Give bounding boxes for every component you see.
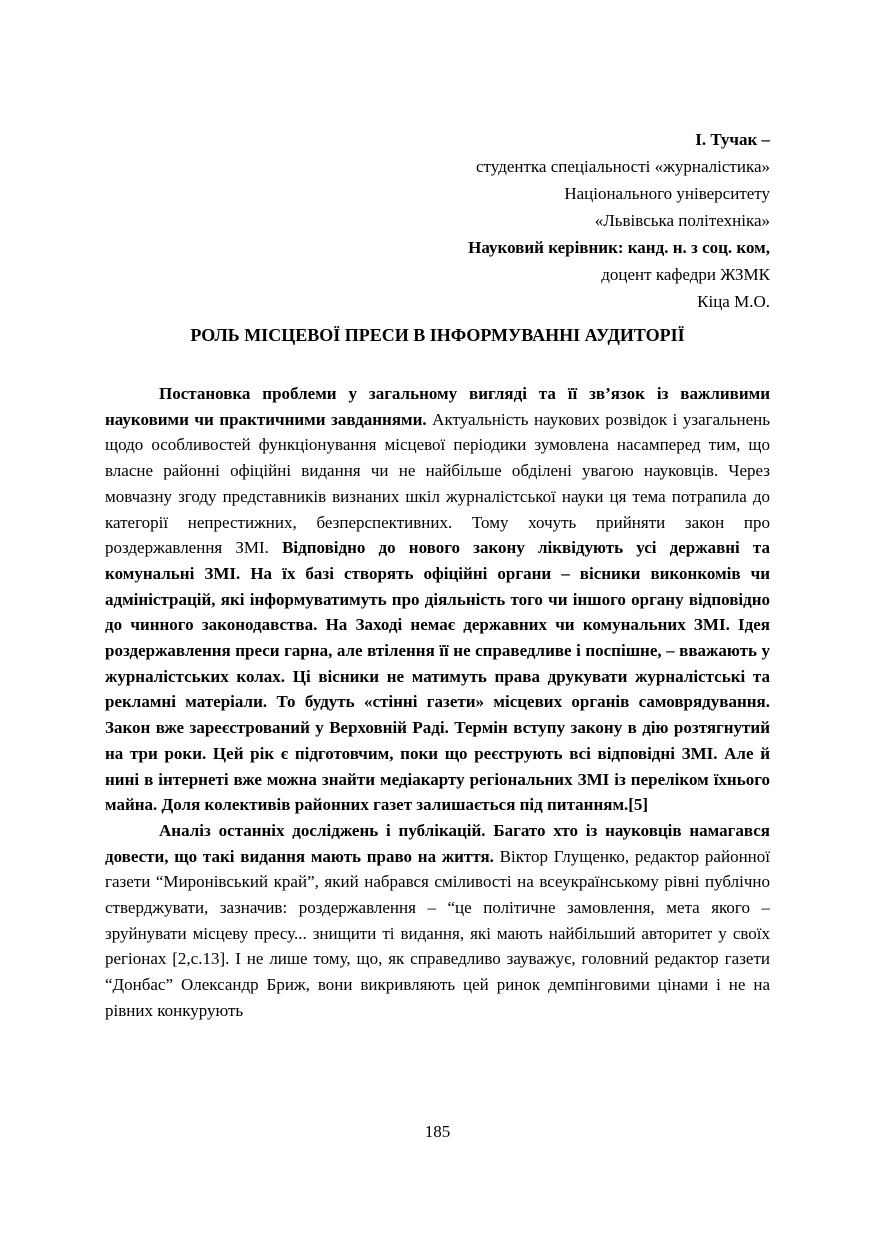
author-university-line-2: «Львівська політехніка» [594,211,770,230]
problem-statement-heading: Постановка проблеми у загальному вигляді та її зв’язок із важливими науковими чи практичними завданнями. [105,384,770,429]
article-title: РОЛЬ МІСЦЕВОЇ ПРЕСИ В ІНФОРМУВАННІ АУДИТОРІЇ [190,325,685,345]
paragraph-analysis [105,818,770,1024]
supervisor-department-line: доцент кафедри ЖЗМК [601,265,770,284]
author-role: студентка спеціальності «журналістика» [476,157,770,176]
analysis-body: Віктор Глущенко, редактор районної газети “Миронівський край”, який набрався сміливості на всеукраїнському рівні публічно стверджувати, зазначив: роздержавлення – “це політичне замовлення, мета якого – зруйнувати місцеву пресу... знищити ті видання, які мають найбільший авторитет у своїх регіонах [2,с.13]. І не лише тому, що, як справедливо зауважує, головний редактор газети “Донбас” Олександр Бриж, вони викривляють цей ринок демпінговими цінами і не на рівних конкурують [105,846,770,1020]
page-content [105,0,770,1024]
problem-statement-bold-passage: Відповідно до нового закону ліквідують усі державні та комунальні ЗМІ. На їх базі створять офіційні органи – вісники виконкомів чи адміністрацій, які інформуватимуть про діяльність того чи іншого органу відповідно до чинного законодавства. На Заході немає державних чи комунальних ЗМІ. Ідея роздержавлення преси гарна, але втілення її не справедливе і поспішне, – вважають у журналістських колах. Ці вісники не матимуть права друкувати журналістські та рекламні матеріали. То будуть «стінні газети» місцевих органів самоврядування. Закон вже зареєстрований у Верховній Раді. Термін вступу закону в дію розтягнутий на три роки. Цей рік є підготовчим, поки що реєструють всі відповідні ЗМІ. Але й нині в інтернеті вже можна знайти медіакарту регіональних ЗМІ із переліком їхнього майна. Доля колективів районних газет залишається під питанням.[5] [105,538,770,815]
problem-statement-body: Актуальність наукових розвідок і узагальнень щодо особливостей функціонування місцевої періодики зумовлена насамперед тим, що власне районні офіційні видання чи не найбільше обділені увагою науковців. Через мовчазну згоду представників визнаних шкіл журналістської науки ця тема потрапила до категорії непрестижних, безперспективних. Тому хочуть прийняти закон про роздержавлення ЗМІ. [105,409,771,558]
supervisor-title-line: Науковий керівник: канд. н. з соц. ком, [468,238,770,257]
author-block [105,126,770,315]
author-university-line-1: Національного університету [564,184,770,203]
paragraph-problem-statement [105,381,770,818]
analysis-heading: Аналіз останніх досліджень і публікацій. [159,820,494,840]
supervisor-name: Кіца М.О. [697,292,770,311]
author-name: І. Тучак – [695,130,770,149]
analysis-lead-sentence: Багато хто із науковців намагався довести, що такі видання мають право на життя. [105,820,770,866]
page-number: 185 [424,1122,451,1141]
